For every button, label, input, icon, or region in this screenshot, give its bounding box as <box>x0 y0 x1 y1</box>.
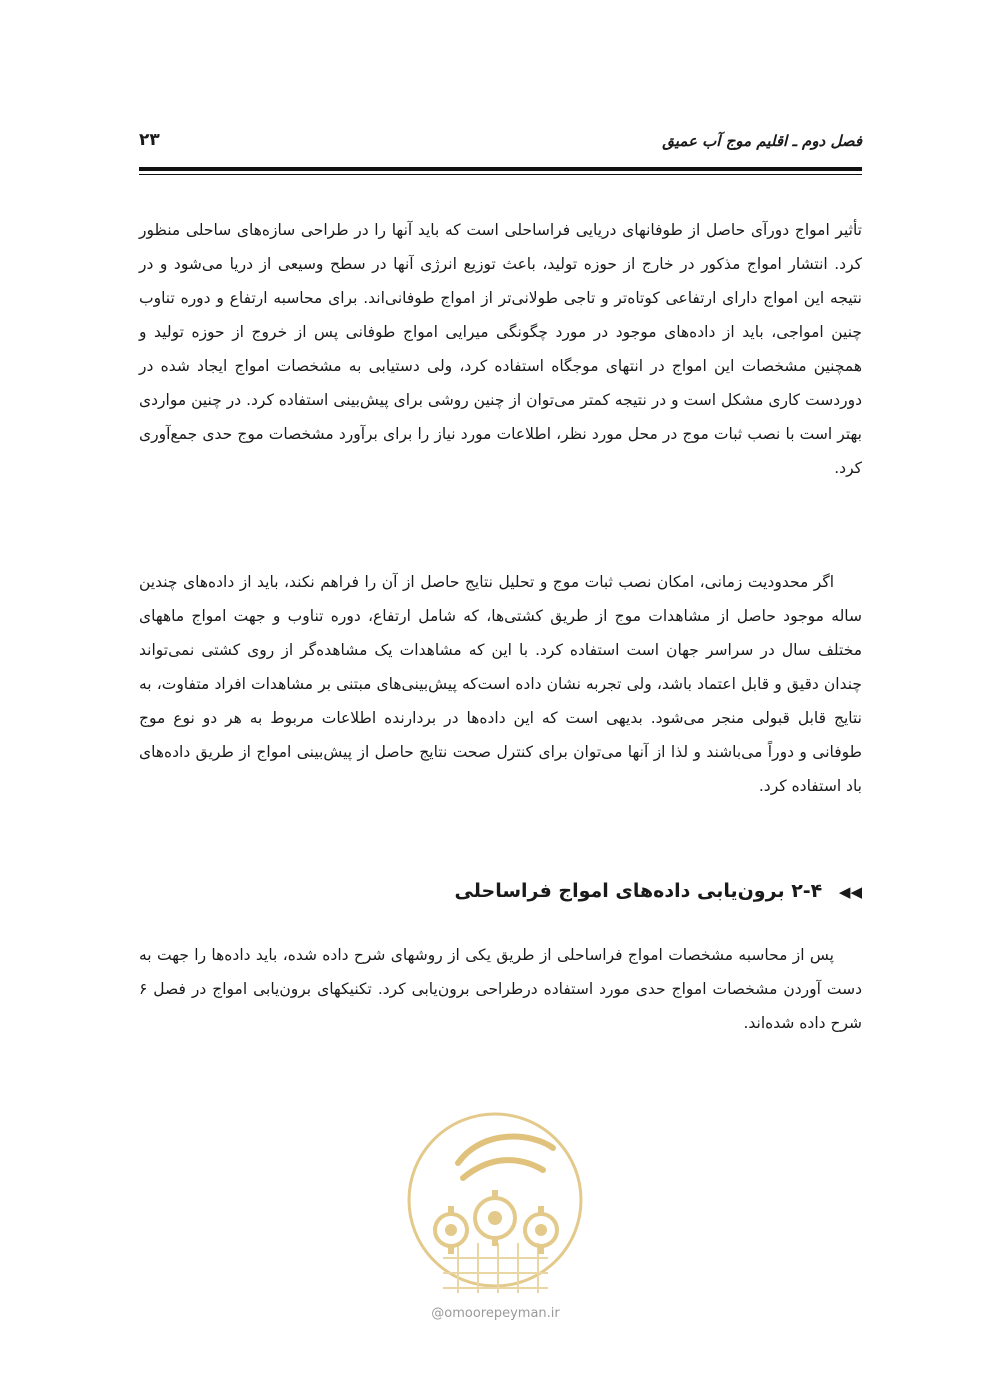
paragraph-2 <box>139 565 862 803</box>
section-heading <box>139 880 862 920</box>
paragraph-3-text: پس از محاسبه مشخصات امواج فراساحلی از طریق یکی از روشهای شرح داده شده، باید داده‌ها را جهت به دست آوردن مشخصات امواج حدی مورد استفاده درطراحی برون‌یابی کرد. تکنیکهای برون‌یابی امواج در فصل ۶ شرح داده شده‌اند. <box>139 946 862 1032</box>
paragraph-2-text: اگر محدودیت زمانی، امکان نصب ثبات موج و تحلیل نتایج حاصل از آن را فراهم نکند، باید از داده‌های چندین ساله موجود حاصل از مشاهدات موج از طریق کشتی‌ها، که شامل ارتفاع، دوره تناوب و جهت امواج ماههای مختلف سال در سراسر جهان است استفاده کرد. با این که مشاهدات یک مشاهده‌گر از روی کشتی نمی‌تواند چندان دقیق و قابل اعتماد باشد، ولی تجربه نشان داده است‌که پیش‌بینی‌های مبتنی بر مشاهدات افراد متفاوت، به نتایج قابل قبولی منجر می‌شود. بدیهی است که این داده‌ها در بردارنده اطلاعات مربوط به هر دو نوع موج طوفانی و دوراً می‌باشند و لذا از آنها می‌توان برای کنترل صحت نتایج حاصل از پیش‌بینی امواج از طریق داده‌های باد استفاده کرد. <box>139 573 862 795</box>
paragraph-1-text: تأثیر امواج دورآی حاصل از طوفانهای دریایی فراساحلی است که باید آنها را در طراحی سازه‌های ساحلی منظور کرد. انتشار امواج مذکور در خارج از حوزه تولید، باعث توزیع انرژی آنها در سطح وسیعی از دریا می‌شود و در نتیجه این امواج دارای ارتفاعی کوتاه‌تر و تاجی طولانی‌تر از امواج طوفانی‌اند. برای محاسبه ارتفاع و دوره تناوب چنین امواجی، باید از داده‌های موجود در مورد چگونگی میرایی امواج طوفانی پس از خروج از حوزه تولید و همچنین مشخصات این امواج در انتهای موجگاه استفاده کرد، ولی دستیابی به مشخصات امواج ایجاد شده در دوردست کاری مشکل است و در نتیجه کمتر می‌توان از چنین روشی برای پیش‌بینی استفاده کرد. در چنین مواردی بهتر است با نصب ثبات موج در محل مورد نظر، اطلاعات مورد نیاز را برای برآورد مشخصات موج حدی جمع‌آوری کرد. <box>139 221 862 477</box>
header-rule-thin <box>139 174 862 175</box>
watermark-logo <box>403 1108 588 1298</box>
watermark-caption: @omoorepeyman.ir <box>431 1306 560 1321</box>
heading-arrows-icon: ◀◀ <box>838 883 862 901</box>
page-number: ۲۳ <box>139 130 160 150</box>
running-header <box>139 126 862 162</box>
chapter-title: فصل دوم ـ اقلیم موج آب عمیق <box>662 132 862 150</box>
header-rule-thick <box>139 167 862 171</box>
paragraph-3 <box>139 938 862 1040</box>
section-heading-text: ۲-۴ برون‌یابی داده‌های امواج فراساحلی <box>454 880 823 902</box>
paragraph-1 <box>139 213 862 485</box>
